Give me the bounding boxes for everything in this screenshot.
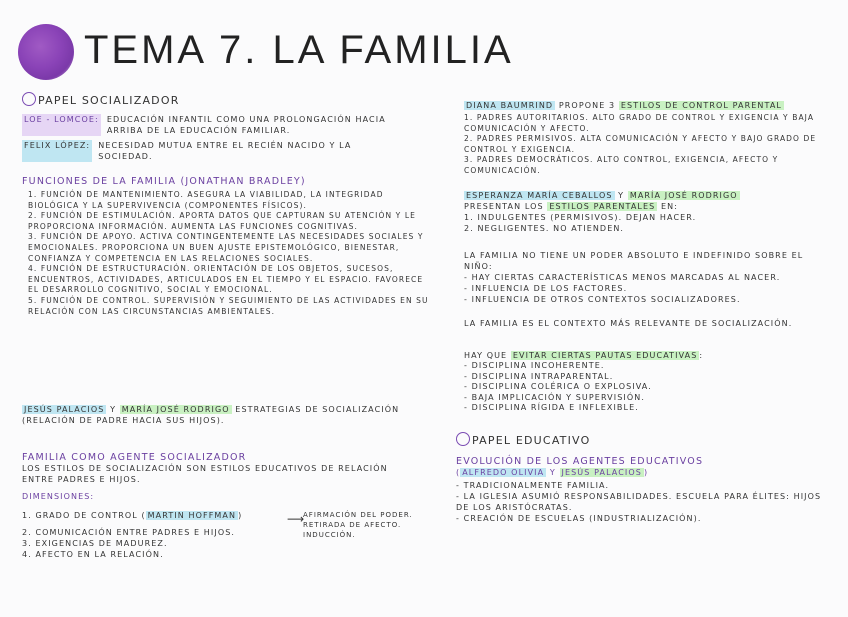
palacios-text: ESTRATEGIAS DE SOCIALIZACIÓN (RELACIÓN DE PADRE HACIA SUS HIJOS). bbox=[22, 405, 400, 425]
evitar-item: - DISCIPLINA COLÉRICA O EXPLOSIVA. bbox=[464, 382, 652, 391]
palacios-name: JESÚS PALACIOS bbox=[24, 405, 105, 414]
evitar-highlight: EVITAR CIERTAS PAUTAS EDUCATIVAS bbox=[512, 351, 698, 360]
poder-item: - INFLUENCIA DE OTROS CONTEXTOS SOCIALIZADORES. bbox=[464, 295, 741, 304]
poder-item: - HAY CIERTAS CARACTERÍSTICAS MENOS MARCADAS AL NACER. bbox=[464, 273, 781, 282]
funcion-item: 5. FUNCIÓN DE CONTROL. SUPERVISIÓN Y SEGUIMIENTO DE LAS ACTIVIDADES EN SU RELACIÓN CON LAS CIRCUNSTANCIAS AMBIENTALES. bbox=[28, 295, 429, 316]
evolucion-heading: EVOLUCIÓN DE LOS AGENTES EDUCATIVOS bbox=[456, 456, 704, 467]
funciones-list bbox=[22, 190, 432, 317]
poder-text: LA FAMILIA NO TIENE UN PODER ABSOLUTO E INDEFINIDO SOBRE EL NIÑO: bbox=[464, 251, 804, 271]
baumrind-section bbox=[464, 100, 832, 176]
ceballos-item: 1. INDULGENTES (PERMISIVOS). DEJAN HACER. bbox=[464, 213, 697, 222]
papel-socializador-section bbox=[22, 92, 422, 162]
loe-row bbox=[22, 114, 422, 136]
evolucion-item: - TRADICIONALMENTE FAMILIA. bbox=[456, 481, 610, 490]
ceballos-list bbox=[464, 212, 832, 234]
evolucion-item: - CREACIÓN DE ESCUELAS (INDUSTRIALIZACIÓN). bbox=[456, 514, 702, 523]
loe-text: EDUCACIÓN INFANTIL COMO UNA PROLONGACIÓN HACIA ARRIBA DE LA EDUCACIÓN FAMILIAR. bbox=[106, 115, 386, 135]
funcion-item: 1. FUNCIÓN DE MANTENIMIENTO. ASEGURA LA VIABILIDAD, LA INTEGRIDAD BIOLÓGICA Y LA SUPERVIVENCIA (COMPONENTES FÍSICOS). bbox=[28, 190, 384, 210]
ceballos-text-pre: PRESENTAN LOS bbox=[464, 202, 544, 211]
educativo-heading-row bbox=[456, 432, 832, 446]
ceballos-text-post: EN: bbox=[660, 202, 679, 211]
dimension-item: 2. COMUNICACIÓN ENTRE PADRES E HIJOS. bbox=[22, 528, 236, 537]
dimensiones-heading: DIMENSIONES: bbox=[22, 492, 95, 501]
poder-item: - INFLUENCIA DE LOS FACTORES. bbox=[464, 284, 628, 293]
dimension-item: 3. EXIGENCIAS DE MADUREZ. bbox=[22, 539, 168, 548]
educativo-heading: PAPEL EDUCATIVO bbox=[472, 434, 591, 447]
palacios-section bbox=[22, 404, 422, 426]
ceballos-item: 2. NEGLIGENTES. NO ATIENDEN. bbox=[464, 224, 625, 233]
purple-scribble-icon bbox=[18, 24, 74, 80]
hoffman-name: MARTIN HOFFMAN bbox=[147, 511, 237, 520]
rodrigo-name: MARÍA JOSÉ RODRIGO bbox=[121, 405, 230, 414]
contexto-text: LA FAMILIA ES EL CONTEXTO MÁS RELEVANTE DE SOCIALIZACIÓN. bbox=[464, 319, 793, 328]
evolucion-authors bbox=[456, 467, 832, 478]
baumrind-item: 3. PADRES DEMOCRÁTICOS. ALTO CONTROL, EXIGENCIA, AFECTO Y COMUNICACIÓN. bbox=[464, 155, 779, 175]
baumrind-mid: PROPONE 3 bbox=[558, 101, 616, 110]
bullet-circle-icon bbox=[456, 432, 470, 446]
evitar-post: : bbox=[699, 351, 704, 360]
agente-heading: FAMILIA COMO AGENTE SOCIALIZADOR bbox=[22, 452, 247, 463]
poder-list bbox=[464, 272, 832, 305]
funciones-section bbox=[22, 176, 432, 317]
baumrind-heading-row bbox=[464, 100, 832, 111]
baumrind-highlight: ESTILOS DE CONTROL PARENTAL bbox=[620, 101, 782, 110]
evolucion-list bbox=[456, 480, 832, 524]
dimension-item: 4. AFECTO EN LA RELACIÓN. bbox=[22, 550, 164, 559]
ceballos-and: Y bbox=[618, 191, 625, 200]
baumrind-item: 2. PADRES PERMISIVOS. ALTA COMUNICACIÓN Y AFECTO Y BAJO GRADO DE CONTROL Y EXIGENCIA. bbox=[464, 134, 817, 154]
olivia-name: ALFREDO OLIVIA bbox=[462, 468, 545, 477]
dim1-pre: 1. GRADO DE CONTROL ( bbox=[22, 511, 146, 520]
ceballos-section bbox=[464, 190, 832, 234]
funcion-item: 4. FUNCIÓN DE ESTRUCTURACIÓN. ORIENTACIÓN DE LOS OBJETOS, SUCESOS, ENCUENTROS, ACTIVIDADES, ARTICULADOS EN EL TIEMPO Y EL ESPACIO. FAVORECE EL DESARROLLO COGNITIVO, SOCIAL Y EMOCIONAL. bbox=[28, 264, 424, 295]
papel-heading-row bbox=[22, 92, 422, 106]
bullet-circle-icon bbox=[22, 92, 36, 106]
evitar-heading-row bbox=[464, 350, 832, 361]
evitar-item: - DISCIPLINA RÍGIDA E INFLEXIBLE. bbox=[464, 403, 639, 412]
baumrind-item: 1. PADRES AUTORITARIOS. ALTO GRADO DE CONTROL Y EXIGENCIA Y BAJA COMUNICACIÓN Y AFECTO. bbox=[464, 113, 815, 133]
ceballos-heading-row bbox=[464, 190, 832, 201]
felix-row bbox=[22, 140, 422, 162]
palacios-name-2: JESÚS PALACIOS bbox=[561, 468, 642, 477]
arrow-right-icon: ⟶ bbox=[287, 512, 306, 526]
baumrind-list bbox=[464, 113, 832, 176]
evitar-item: - DISCIPLINA INTRAPARENTAL. bbox=[464, 371, 614, 381]
funcion-item: 2. FUNCIÓN DE ESTIMULACIÓN. APORTA DATOS QUE CAPTURAN SU ATENCIÓN Y LE PROPORCIONA INFORMACIÓN. AUMENTA LAS FUNCIONES COGNITIVAS. bbox=[28, 211, 416, 231]
agente-text: LOS ESTILOS DE SOCIALIZACIÓN SON ESTILOS EDUCATIVOS DE RELACIÓN ENTRE PADRES E HIJOS. bbox=[22, 464, 388, 484]
evitar-section bbox=[464, 350, 832, 414]
evitar-list bbox=[464, 361, 832, 414]
educativo-section bbox=[456, 432, 832, 524]
baumrind-name: DIANA BAUMRIND bbox=[466, 101, 554, 110]
evolucion-item: - LA IGLESIA ASUMIÓ RESPONSABILIDADES. ESCUELA PARA ÉLITES: HIJOS DE LOS ARISTÓCRATAS. bbox=[456, 492, 822, 512]
dim1-post: ) bbox=[238, 511, 243, 520]
evo-and: Y bbox=[549, 468, 556, 477]
agente-section bbox=[22, 452, 422, 560]
ceballos-name: ESPERANZA MARÍA CEBALLOS bbox=[466, 191, 613, 200]
dim1-arrow-text: AFIRMACIÓN DEL PODER. RETIRADA DE AFECTO. INDUCCIÓN. bbox=[303, 511, 413, 539]
loe-label: LOE - LOMCOE: bbox=[22, 114, 101, 136]
rodrigo-name-2: MARÍA JOSÉ RODRIGO bbox=[629, 191, 738, 200]
felix-text: NECESIDAD MUTUA ENTRE EL RECIÉN NACIDO Y LA SOCIEDAD. bbox=[98, 141, 352, 161]
felix-label: FELIX LÓPEZ: bbox=[22, 140, 92, 162]
papel-heading: PAPEL SOCIALIZADOR bbox=[38, 94, 180, 107]
evitar-item: - DISCIPLINA INCOHERENTE. bbox=[464, 361, 605, 370]
ceballos-highlight: ESTILOS PARENTALES bbox=[549, 202, 656, 211]
poder-section bbox=[464, 250, 832, 305]
ceballos-text-row bbox=[464, 201, 832, 212]
evitar-item: - BAJA IMPLICACIÓN Y SUPERVISIÓN. bbox=[464, 392, 645, 402]
funcion-item: 3. FUNCIÓN DE APOYO. ACTIVA CONTINGENTEMENTE LAS NECESIDADES SOCIALES Y EMOCIONALES. PROPORCIONA UN BUEN AJUSTE EPISTEMOLÓGICO, BIENESTAR, CONFIANZA Y COMPETENCIA EN LAS RELACIONES SOCIALES. bbox=[28, 232, 424, 263]
evitar-pre: HAY QUE bbox=[464, 351, 508, 360]
page-title: TEMA 7. LA FAMILIA bbox=[84, 28, 514, 72]
palacios-and: Y bbox=[110, 405, 117, 414]
evo-paren-close: ) bbox=[643, 468, 649, 477]
funciones-heading: FUNCIONES DE LA FAMILIA (JONATHAN BRADLEY) bbox=[22, 176, 306, 187]
evo-paren-open: ( bbox=[456, 468, 461, 477]
